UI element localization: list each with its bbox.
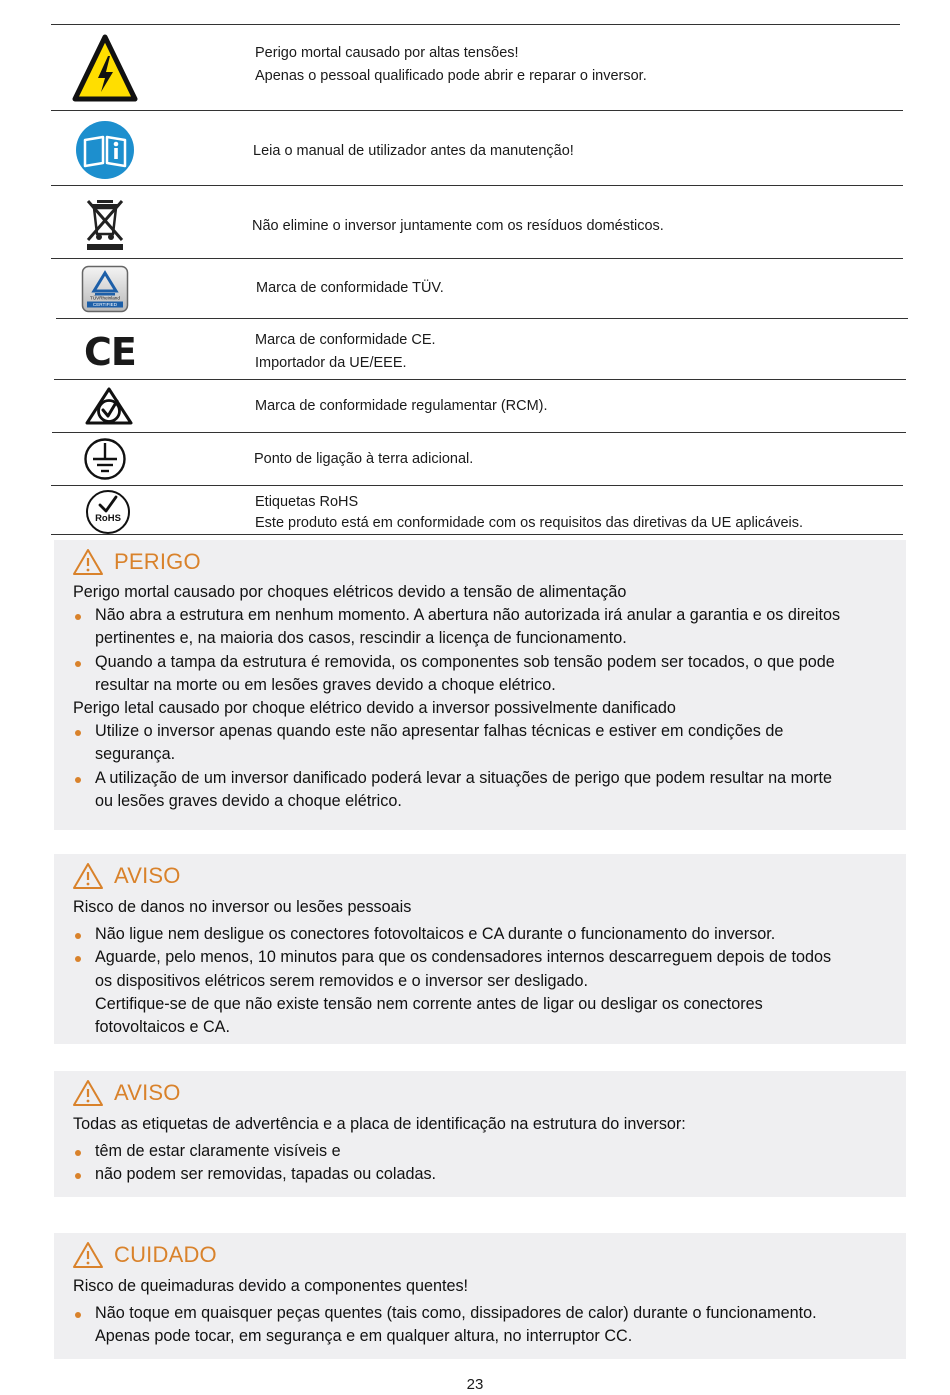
- notice-bullet-list: [73, 923, 898, 1039]
- warning-notice-box: [54, 854, 906, 1044]
- danger-notice-box: [54, 540, 906, 830]
- notice-body: [73, 581, 898, 813]
- notice-bullet: não podem ser removidas, tapadas ou coladas.: [73, 1163, 898, 1186]
- notice-title: [72, 1241, 217, 1269]
- warning-triangle-icon: [72, 1079, 104, 1107]
- rohs-icon: [85, 489, 131, 535]
- table-top-rule: [51, 24, 900, 25]
- caution-notice-box: [54, 1233, 906, 1359]
- warning-triangle-icon: [72, 862, 104, 890]
- symbol-desc-weee: Não elimine o inversor juntamente com os resíduos domésticos.: [252, 218, 664, 234]
- warning-triangle-icon: [72, 548, 104, 576]
- notice-bullet: A utilização de um inversor danificado poderá levar a situações de perigo que podem resultar na morte ou lesões graves devido a choque elétrico.: [73, 767, 898, 813]
- symbol-desc-ce: Marca de conformidade CE. Importador da UE/EEE.: [255, 332, 436, 371]
- symbol-desc-rcm: Marca de conformidade regulamentar (RCM).: [255, 398, 548, 414]
- notice-body: [73, 1275, 898, 1349]
- warning-notice-box: [54, 1071, 906, 1197]
- symbol-desc-voltage: Perigo mortal causado por altas tensões! Apenas o pessoal qualificado pode abrir e reparar o inversor.: [255, 45, 647, 84]
- table-row-rule: [56, 318, 908, 319]
- page-number: 23: [466, 1376, 484, 1393]
- weee-crossed-bin-icon: [84, 196, 126, 252]
- table-bottom-rule: [51, 534, 903, 535]
- notice-heading: Risco de danos no inversor ou lesões pessoais: [73, 898, 412, 916]
- notice-heading: Perigo letal causado por choque elétrico devido a inversor possivelmente danificado: [73, 699, 676, 718]
- notice-body: [73, 1113, 898, 1187]
- notice-bullet: Não abra a estrutura em nenhum momento. A abertura não autorizada irá anular a garantia e os direitos pertinentes e, na maioria dos casos, rescindir a licença de funcionamento.: [73, 604, 898, 650]
- ce-mark-icon: CE: [84, 330, 136, 374]
- symbol-desc-tuv: Marca de conformidade TÜV.: [256, 280, 444, 296]
- svg-text:RoHS: RoHS: [95, 513, 121, 524]
- notice-bullet: Não toque em quaisquer peças quentes (tais como, dissipadores de calor) durante o funcionamento. Apenas pode tocar, em segurança e em qualquer altura, no interruptor CC.: [73, 1302, 898, 1348]
- high-voltage-warning-icon: [72, 34, 138, 102]
- notice-bullet: têm de estar claramente visíveis e: [73, 1140, 898, 1163]
- read-manual-icon: [75, 120, 135, 180]
- table-row-rule: [51, 185, 903, 186]
- notice-bullet-list: [73, 1302, 898, 1348]
- symbol-desc-manual: Leia o manual de utilizador antes da manutenção!: [253, 143, 574, 159]
- table-row-rule: [54, 379, 906, 380]
- notice-bullet-list: [73, 720, 898, 813]
- symbol-desc-ground: Ponto de ligação à terra adicional.: [254, 451, 474, 467]
- warning-triangle-icon: [72, 1241, 104, 1269]
- notice-title: [72, 548, 201, 576]
- table-row-rule: [51, 258, 903, 259]
- notice-bullet-list: [73, 1140, 898, 1186]
- svg-text:TÜVRheinland: TÜVRheinland: [90, 295, 120, 301]
- notice-bullet: Utilize o inversor apenas quando este não apresentar falhas técnicas e estiver em condições de segurança.: [73, 720, 898, 766]
- svg-text:CERTIFIED: CERTIFIED: [92, 302, 118, 308]
- notice-title-text: PERIGO: [114, 549, 201, 574]
- ground-earth-icon: [83, 437, 127, 481]
- notice-body: [73, 896, 898, 1039]
- table-row-rule: [51, 485, 903, 486]
- notice-title-text: AVISO: [114, 1080, 181, 1105]
- notice-bullet: Aguarde, pelo menos, 10 minutos para que os condensadores internos descarreguem depois de todos os dispositivos elétricos serem removidos e o inversor ser desligado. Certifique-se de que não existe tensão nem corrente antes de ligar ou desligar os conectores fotovoltaicos e CA.: [73, 946, 898, 1039]
- notice-bullet: Não ligue nem desligue os conectores fotovoltaicos e CA durante o funcionamento do inversor.: [73, 923, 898, 946]
- notice-title: [72, 862, 181, 890]
- table-row-rule: [51, 110, 903, 111]
- notice-heading: Todas as etiquetas de advertência e a placa de identificação na estrutura do inversor:: [73, 1115, 686, 1133]
- symbol-desc-rohs: Etiquetas RoHS Este produto está em conformidade com os requisitos das diretivas da UE aplicáveis.: [255, 494, 804, 531]
- tuv-certified-icon: [81, 265, 129, 313]
- notice-bullet-list: [73, 604, 898, 697]
- notice-bullet: Quando a tampa da estrutura é removida, os componentes sob tensão podem ser tocados, o que pode resultar na morte ou em lesões graves devido a choque elétrico.: [73, 651, 898, 697]
- notice-title: [72, 1079, 181, 1107]
- notice-title-text: AVISO: [114, 863, 181, 888]
- notice-heading: Perigo mortal causado por choques elétricos devido a tensão de alimentação: [73, 583, 627, 601]
- notice-title-text: CUIDADO: [114, 1242, 217, 1267]
- notice-heading: Risco de queimaduras devido a componentes quentes!: [73, 1277, 469, 1295]
- table-row-rule: [52, 432, 906, 433]
- rcm-mark-icon: [84, 386, 134, 426]
